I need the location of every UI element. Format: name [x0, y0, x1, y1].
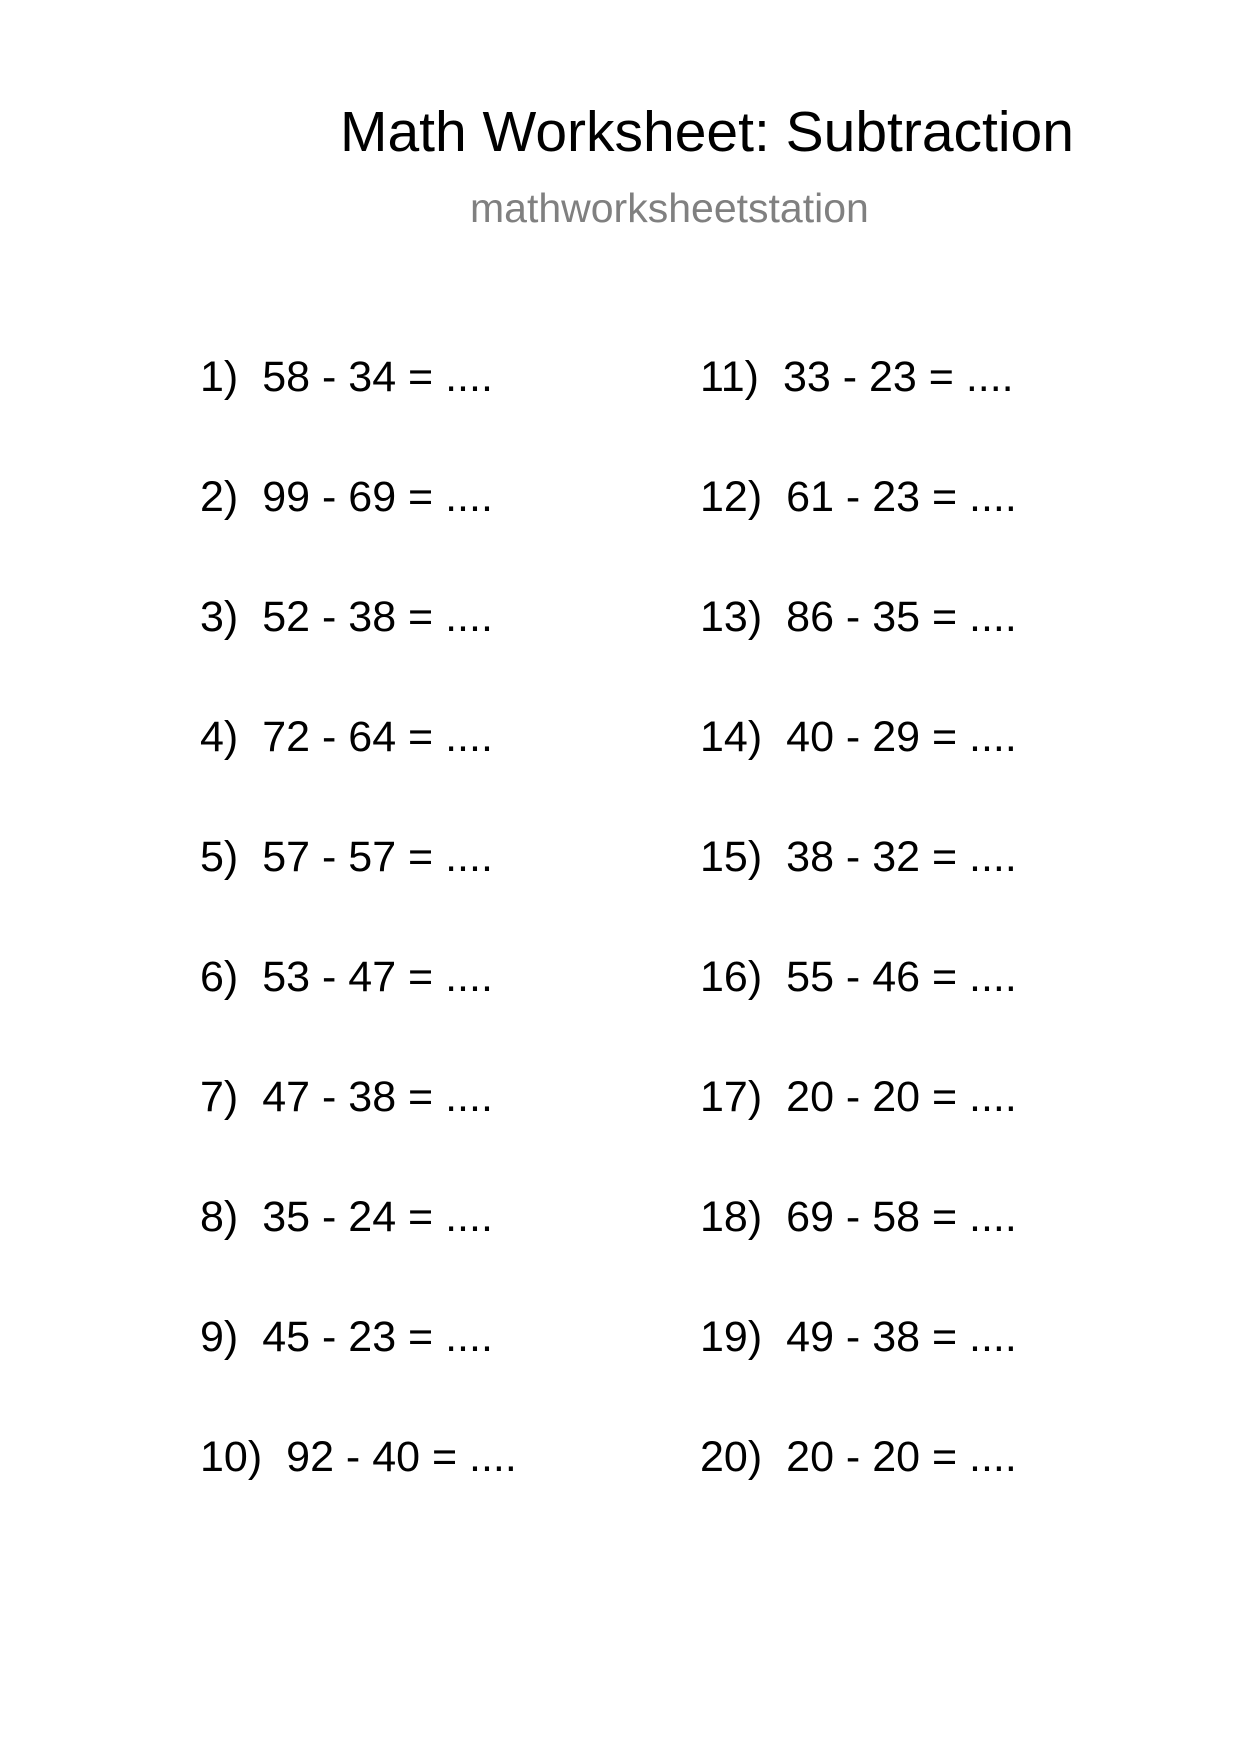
problem-10 — [200, 1432, 517, 1552]
problem-13 — [700, 592, 1017, 712]
problem-number: 11) — [700, 353, 759, 401]
problem-expression: 99 - 69 = .... — [262, 473, 493, 521]
problem-expression: 92 - 40 = .... — [286, 1433, 517, 1481]
problem-9 — [200, 1312, 517, 1432]
problem-number: 2) — [200, 473, 239, 521]
problem-number: 12) — [700, 473, 763, 521]
problem-expression: 40 - 29 = .... — [786, 713, 1017, 761]
problem-6 — [200, 952, 517, 1072]
problem-expression: 47 - 38 = .... — [262, 1073, 493, 1121]
problem-expression: 45 - 23 = .... — [262, 1313, 493, 1361]
problem-expression: 86 - 35 = .... — [786, 593, 1017, 641]
problem-number: 3) — [200, 593, 239, 641]
problem-expression: 69 - 58 = .... — [786, 1193, 1017, 1241]
problem-19 — [700, 1312, 1017, 1432]
problem-number: 20) — [700, 1433, 763, 1481]
problem-expression: 20 - 20 = .... — [786, 1433, 1017, 1481]
problem-number: 4) — [200, 713, 239, 761]
problem-expression: 33 - 23 = .... — [782, 353, 1014, 401]
problem-12 — [700, 472, 1017, 592]
problem-number: 16) — [700, 953, 763, 1001]
problem-number: 6) — [200, 953, 239, 1001]
problem-number: 5) — [200, 833, 239, 881]
problem-expression: 38 - 32 = .... — [786, 833, 1017, 881]
problem-20 — [700, 1432, 1017, 1552]
problem-number: 10) — [200, 1433, 263, 1481]
problem-number: 9) — [200, 1313, 239, 1361]
problem-18 — [700, 1192, 1017, 1312]
problem-15 — [700, 832, 1017, 952]
problem-number: 13) — [700, 593, 763, 641]
problem-expression: 58 - 34 = .... — [262, 353, 493, 401]
problem-column-left — [200, 352, 517, 1552]
problem-expression: 55 - 46 = .... — [786, 953, 1017, 1001]
problem-expression: 57 - 57 = .... — [262, 833, 493, 881]
problem-number: 19) — [700, 1313, 763, 1361]
problem-5 — [200, 832, 517, 952]
problem-3 — [200, 592, 517, 712]
problem-number: 15) — [700, 833, 763, 881]
problem-expression: 53 - 47 = .... — [262, 953, 493, 1001]
worksheet-title: Math Worksheet: Subtraction — [340, 100, 1074, 164]
problem-16 — [700, 952, 1017, 1072]
problem-number: 8) — [200, 1193, 239, 1241]
problem-8 — [200, 1192, 517, 1312]
problem-expression: 20 - 20 = .... — [786, 1073, 1017, 1121]
problem-number: 14) — [700, 713, 763, 761]
problem-14 — [700, 712, 1017, 832]
problem-7 — [200, 1072, 517, 1192]
problem-expression: 52 - 38 = .... — [262, 593, 493, 641]
problem-11 — [700, 352, 1017, 472]
problem-1 — [200, 352, 517, 472]
problem-expression: 35 - 24 = .... — [262, 1193, 493, 1241]
problem-expression: 72 - 64 = .... — [262, 713, 493, 761]
problem-number: 17) — [700, 1073, 763, 1121]
problem-column-right — [700, 352, 1017, 1552]
problem-4 — [200, 712, 517, 832]
worksheet-source: mathworksheetstation — [470, 185, 869, 231]
problem-expression: 61 - 23 = .... — [786, 473, 1017, 521]
problem-number: 1) — [200, 353, 239, 401]
problem-2 — [200, 472, 517, 592]
problem-expression: 49 - 38 = .... — [786, 1313, 1017, 1361]
problem-number: 18) — [700, 1193, 763, 1241]
problem-17 — [700, 1072, 1017, 1192]
problem-number: 7) — [200, 1073, 239, 1121]
